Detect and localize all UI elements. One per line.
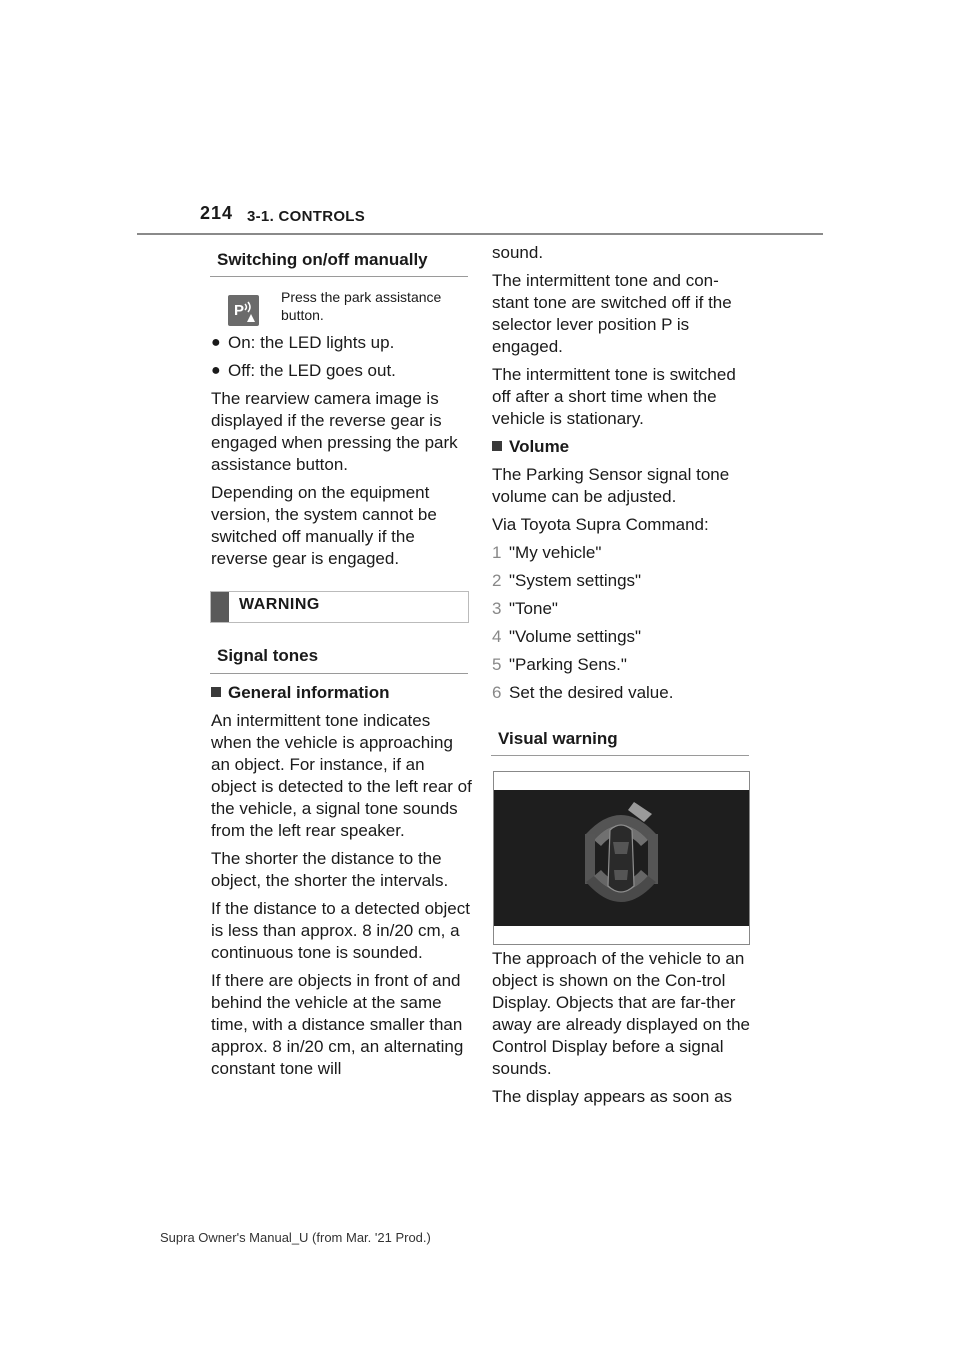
paragraph: Depending on the equipment version, the system cannot be switched off manually if the reverse gear is engaged.	[211, 483, 437, 568]
step-item: 6 Set the desired value.	[492, 683, 674, 702]
step-item: 4 "Volume settings"	[492, 627, 642, 646]
subhead-switching: Switching on/off manually	[217, 250, 428, 269]
svg-text:P: P	[234, 302, 245, 319]
paragraph: The approach of the vehicle to an object is shown on the Con-trol Display. Objects that are far-ther away are already displayed on the Control Display before a signal sounds.	[492, 949, 750, 1078]
volume-heading: Volume	[492, 436, 754, 458]
control-display-image	[494, 790, 749, 926]
subhead-visual-warning: Visual warning	[498, 729, 618, 748]
step-item: 5 "Parking Sens."	[492, 655, 627, 674]
park-assistance-icon	[228, 295, 259, 326]
step-item: 1 "My vehicle"	[492, 543, 602, 562]
paragraph: The intermittent tone is switched off after a short time when the vehicle is stationary.	[492, 365, 736, 428]
square-bullet-icon	[211, 687, 221, 697]
paragraph: The shorter the distance to the object, the shorter the intervals.	[211, 849, 449, 890]
subhead-signal-tones: Signal tones	[217, 646, 319, 665]
paragraph: The Parking Sensor signal tone volume can be adjusted.	[492, 465, 730, 506]
visual-warning-text	[492, 948, 754, 1114]
header-divider	[137, 233, 823, 235]
parking-display-figure	[493, 771, 750, 945]
paragraph: Via Toyota Supra Command:	[492, 515, 709, 534]
step-item: 2 "System settings"	[492, 571, 642, 590]
warning-box	[210, 591, 469, 623]
subhead-rule	[210, 276, 468, 277]
subhead-rule	[491, 755, 749, 756]
footer-text: Supra Owner's Manual_U (from Mar. '21 Prod.)	[160, 1230, 431, 1245]
general-info-section	[211, 682, 473, 1086]
paragraph: The intermittent tone and con-stant tone are switched off if the selector lever position P is engaged.	[492, 271, 732, 356]
warning-bar	[211, 592, 229, 622]
paragraph: If the distance to a detected object is less than approx. 8 in/20 cm, a continuous tone is sounded.	[211, 899, 470, 962]
paragraph: sound.	[492, 243, 544, 262]
right-column	[492, 242, 754, 710]
paragraph: The display appears as soon as	[492, 1087, 733, 1106]
paragraph: The rearview camera image is displayed if the reverse gear is engaged when pressing the park assistance button.	[211, 389, 458, 474]
icon-caption: Press the park assistance button.	[281, 289, 442, 323]
page-number: 214	[200, 203, 234, 223]
left-column	[211, 332, 473, 576]
bullet-icon: ●	[211, 362, 221, 379]
paragraph: An intermittent tone indicates when the vehicle is approaching an object. For instance, if an object is detected to the left rear of the vehicle, a signal tone sounds from the left rear speaker.	[211, 711, 472, 840]
paragraph: If there are objects in front of and behind the vehicle at the same time, with a distance smaller than approx. 8 in/20 cm, an alternating constant tone will	[211, 971, 464, 1078]
square-bullet-icon	[492, 441, 502, 451]
bullet-item: ● On: the LED lights up.	[211, 333, 395, 352]
section-title: 3-1. CONTROLS	[247, 208, 366, 225]
subhead-rule	[210, 673, 468, 674]
general-info-heading: General information	[211, 682, 473, 704]
bullet-icon: ●	[211, 334, 221, 351]
bullet-item: ● Off: the LED goes out.	[211, 361, 396, 380]
step-item: 3 "Tone"	[492, 599, 558, 618]
step-list	[492, 542, 754, 704]
warning-label: WARNING	[239, 596, 320, 613]
